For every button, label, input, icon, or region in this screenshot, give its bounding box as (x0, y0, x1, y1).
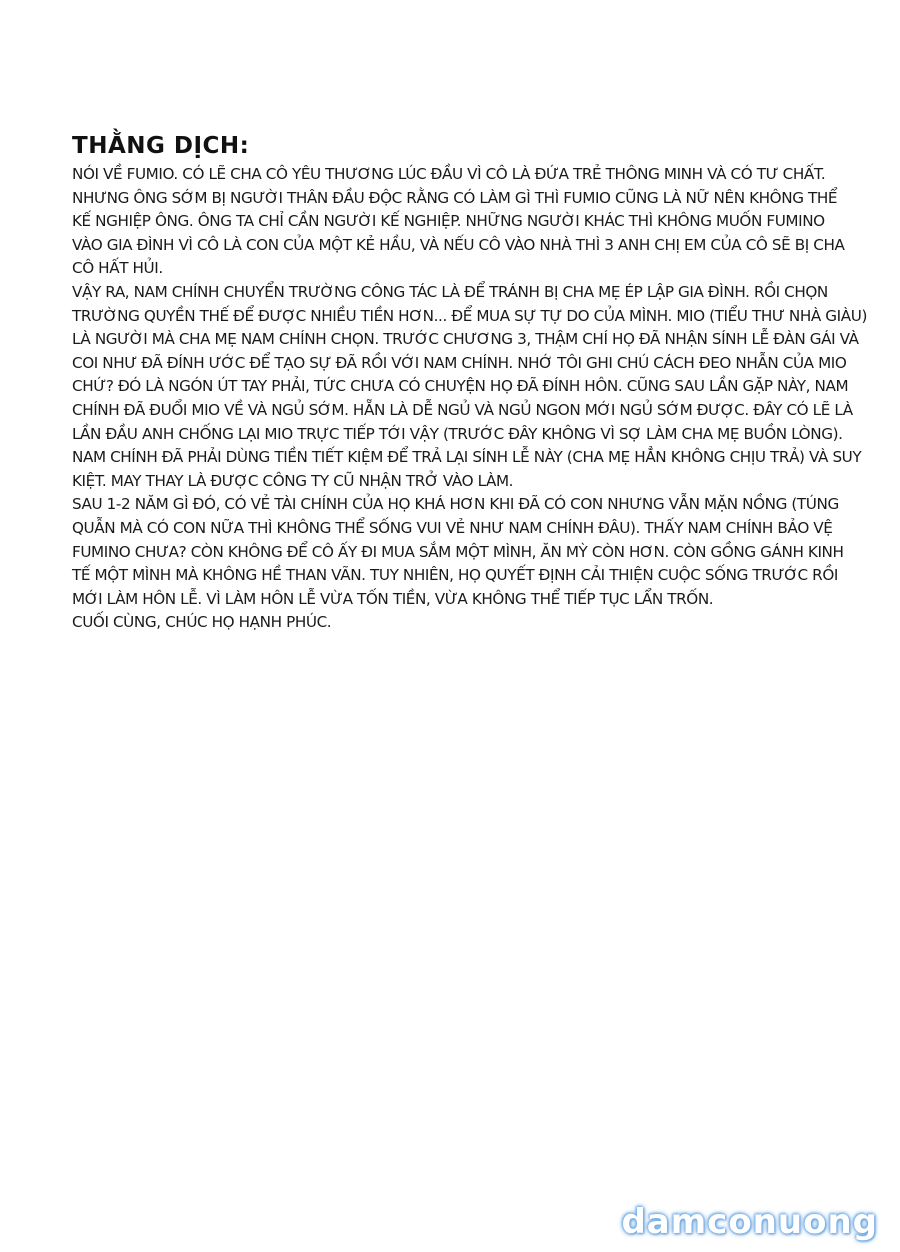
text-line: KIỆT. MAY THAY LÀ ĐƯỢC CÔNG TY CŨ NHẬN TRỞ VÀO LÀM. (72, 471, 514, 490)
text-line: CUỐI CÙNG, CHÚC HỌ HẠNH PHÚC. (72, 613, 332, 632)
page-title: THẰNG DỊCH: (72, 133, 250, 159)
text-line: SAU 1-2 NĂM GÌ ĐÓ, CÓ VẺ TÀI CHÍNH CỦA HỌ KHÁ HƠN KHI ĐÃ CÓ CON NHƯNG VẪN MẶN NỒNG (TÚNG (72, 495, 839, 514)
text-line: NAM CHÍNH ĐÃ PHẢI DÙNG TIỀN TIẾT KIỆM ĐỂ TRẢ LẠI SÍNH LỄ NÀY (CHA MẸ HẲN KHÔNG CHỊU TRẢ) VÀ SUY (72, 448, 862, 467)
text-line: TẾ MỘT MÌNH MÀ KHÔNG HỀ THAN VÃN. TUY NHIÊN, HỌ QUYẾT ĐỊNH CẢI THIỆN CUỘC SỐNG TRƯỚC RỒI (72, 566, 838, 585)
text-line: NÓI VỀ FUMIO. CÓ LẼ CHA CÔ YÊU THƯƠNG LÚC ĐẦU VÌ CÔ LÀ ĐỨA TRẺ THÔNG MINH VÀ CÓ TƯ CHẤT. (72, 165, 826, 183)
translator-note-body (72, 163, 867, 635)
text-line: KẾ NGHIỆP ÔNG. ÔNG TA CHỈ CẦN NGƯỜI KẾ NGHIỆP. NHỮNG NGƯỜI KHÁC THÌ KHÔNG MUỐN FUMINO (72, 212, 825, 231)
text-line: LẦN ĐẦU ANH CHỐNG LẠI MIO TRỰC TIẾP TỚI VẬY (TRƯỚC ĐÂY KHÔNG VÌ SỢ LÀM CHA MẸ BUỒN LÒNG). (72, 424, 843, 443)
text-line: CHÍNH ĐÃ ĐUỔI MIO VỀ VÀ NGỦ SỚM. HẴN LÀ DỄ NGỦ VÀ NGỦ NGON MỚI NGỦ SỚM ĐƯỢC. ĐÂY CÓ LẼ LÀ (72, 400, 853, 419)
text-line: COI NHƯ ĐÃ ĐÍNH ƯỚC ĐỂ TẠO SỰ ĐÃ RỒI VỚI NAM CHÍNH. NHỚ TÔI GHI CHÚ CÁCH ĐEO NHẪN CỦA MIO (72, 353, 847, 372)
watermark-logo: damconuong (621, 1202, 878, 1242)
text-line: LÀ NGƯỜI MÀ CHA MẸ NAM CHÍNH CHỌN. TRƯỚC CHƯƠNG 3, THẬM CHÍ HỌ ĐÃ NHẬN SÍNH LỄ ĐÀN GÁI VÀ (72, 330, 859, 349)
text-line: NHƯNG ÔNG SỚM BỊ NGƯỜI THÂN ĐẦU ĐỘC RẰNG CÓ LÀM GÌ THÌ FUMIO CŨNG LÀ NỮ NÊN KHÔNG THỂ (72, 188, 838, 207)
text-line: FUMINO CHƯA? CÒN KHÔNG ĐỂ CÔ ẤY ĐI MUA SẮM MỘT MÌNH, ĂN MỲ CÒN HƠN. CÒN GỒNG GÁNH KINH (72, 542, 844, 561)
text-line: TRƯỜNG QUYỀN THẾ ĐỂ ĐƯỢC NHIỀU TIỀN HƠN... ĐỂ MUA SỰ TỰ DO CỦA MÌNH. MIO (TIỂU THƯ NHÀ GIÀU) (72, 306, 867, 325)
text-line: CÔ HẤT HỦI. (72, 259, 163, 278)
text-line: VÀO GIA ĐÌNH VÌ CÔ LÀ CON CỦA MỘT KẺ HẦU, VÀ NẾU CÔ VÀO NHÀ THÌ 3 ANH CHỊ EM CỦA CÔ SẼ BỊ CHA (72, 235, 845, 254)
text-line: VẬY RA, NAM CHÍNH CHUYỂN TRƯỜNG CÔNG TÁC LÀ ĐỂ TRÁNH BỊ CHA MẸ ÉP LẬP GIA ĐÌNH. RỒI CHỌN (72, 282, 828, 301)
text-line: CHỨ? ĐÓ LÀ NGÓN ÚT TAY PHẢI, TỨC CHƯA CÓ CHUYỆN HỌ ĐÃ ĐÍNH HÔN. CŨNG SAU LẦN GẶP NÀY, NAM (72, 377, 849, 396)
text-line: QUẪN MÀ CÓ CON NỮA THÌ KHÔNG THỂ SỐNG VUI VẺ NHƯ NAM CHÍNH ĐÂU). THẤY NAM CHÍNH BẢO VỆ (72, 518, 833, 537)
text-line: MỚI LÀM HÔN LỄ. VÌ LÀM HÔN LỄ VỪA TỐN TIỀN, VỪA KHÔNG THỂ TIẾP TỤC LẨN TRỐN. (72, 589, 714, 608)
